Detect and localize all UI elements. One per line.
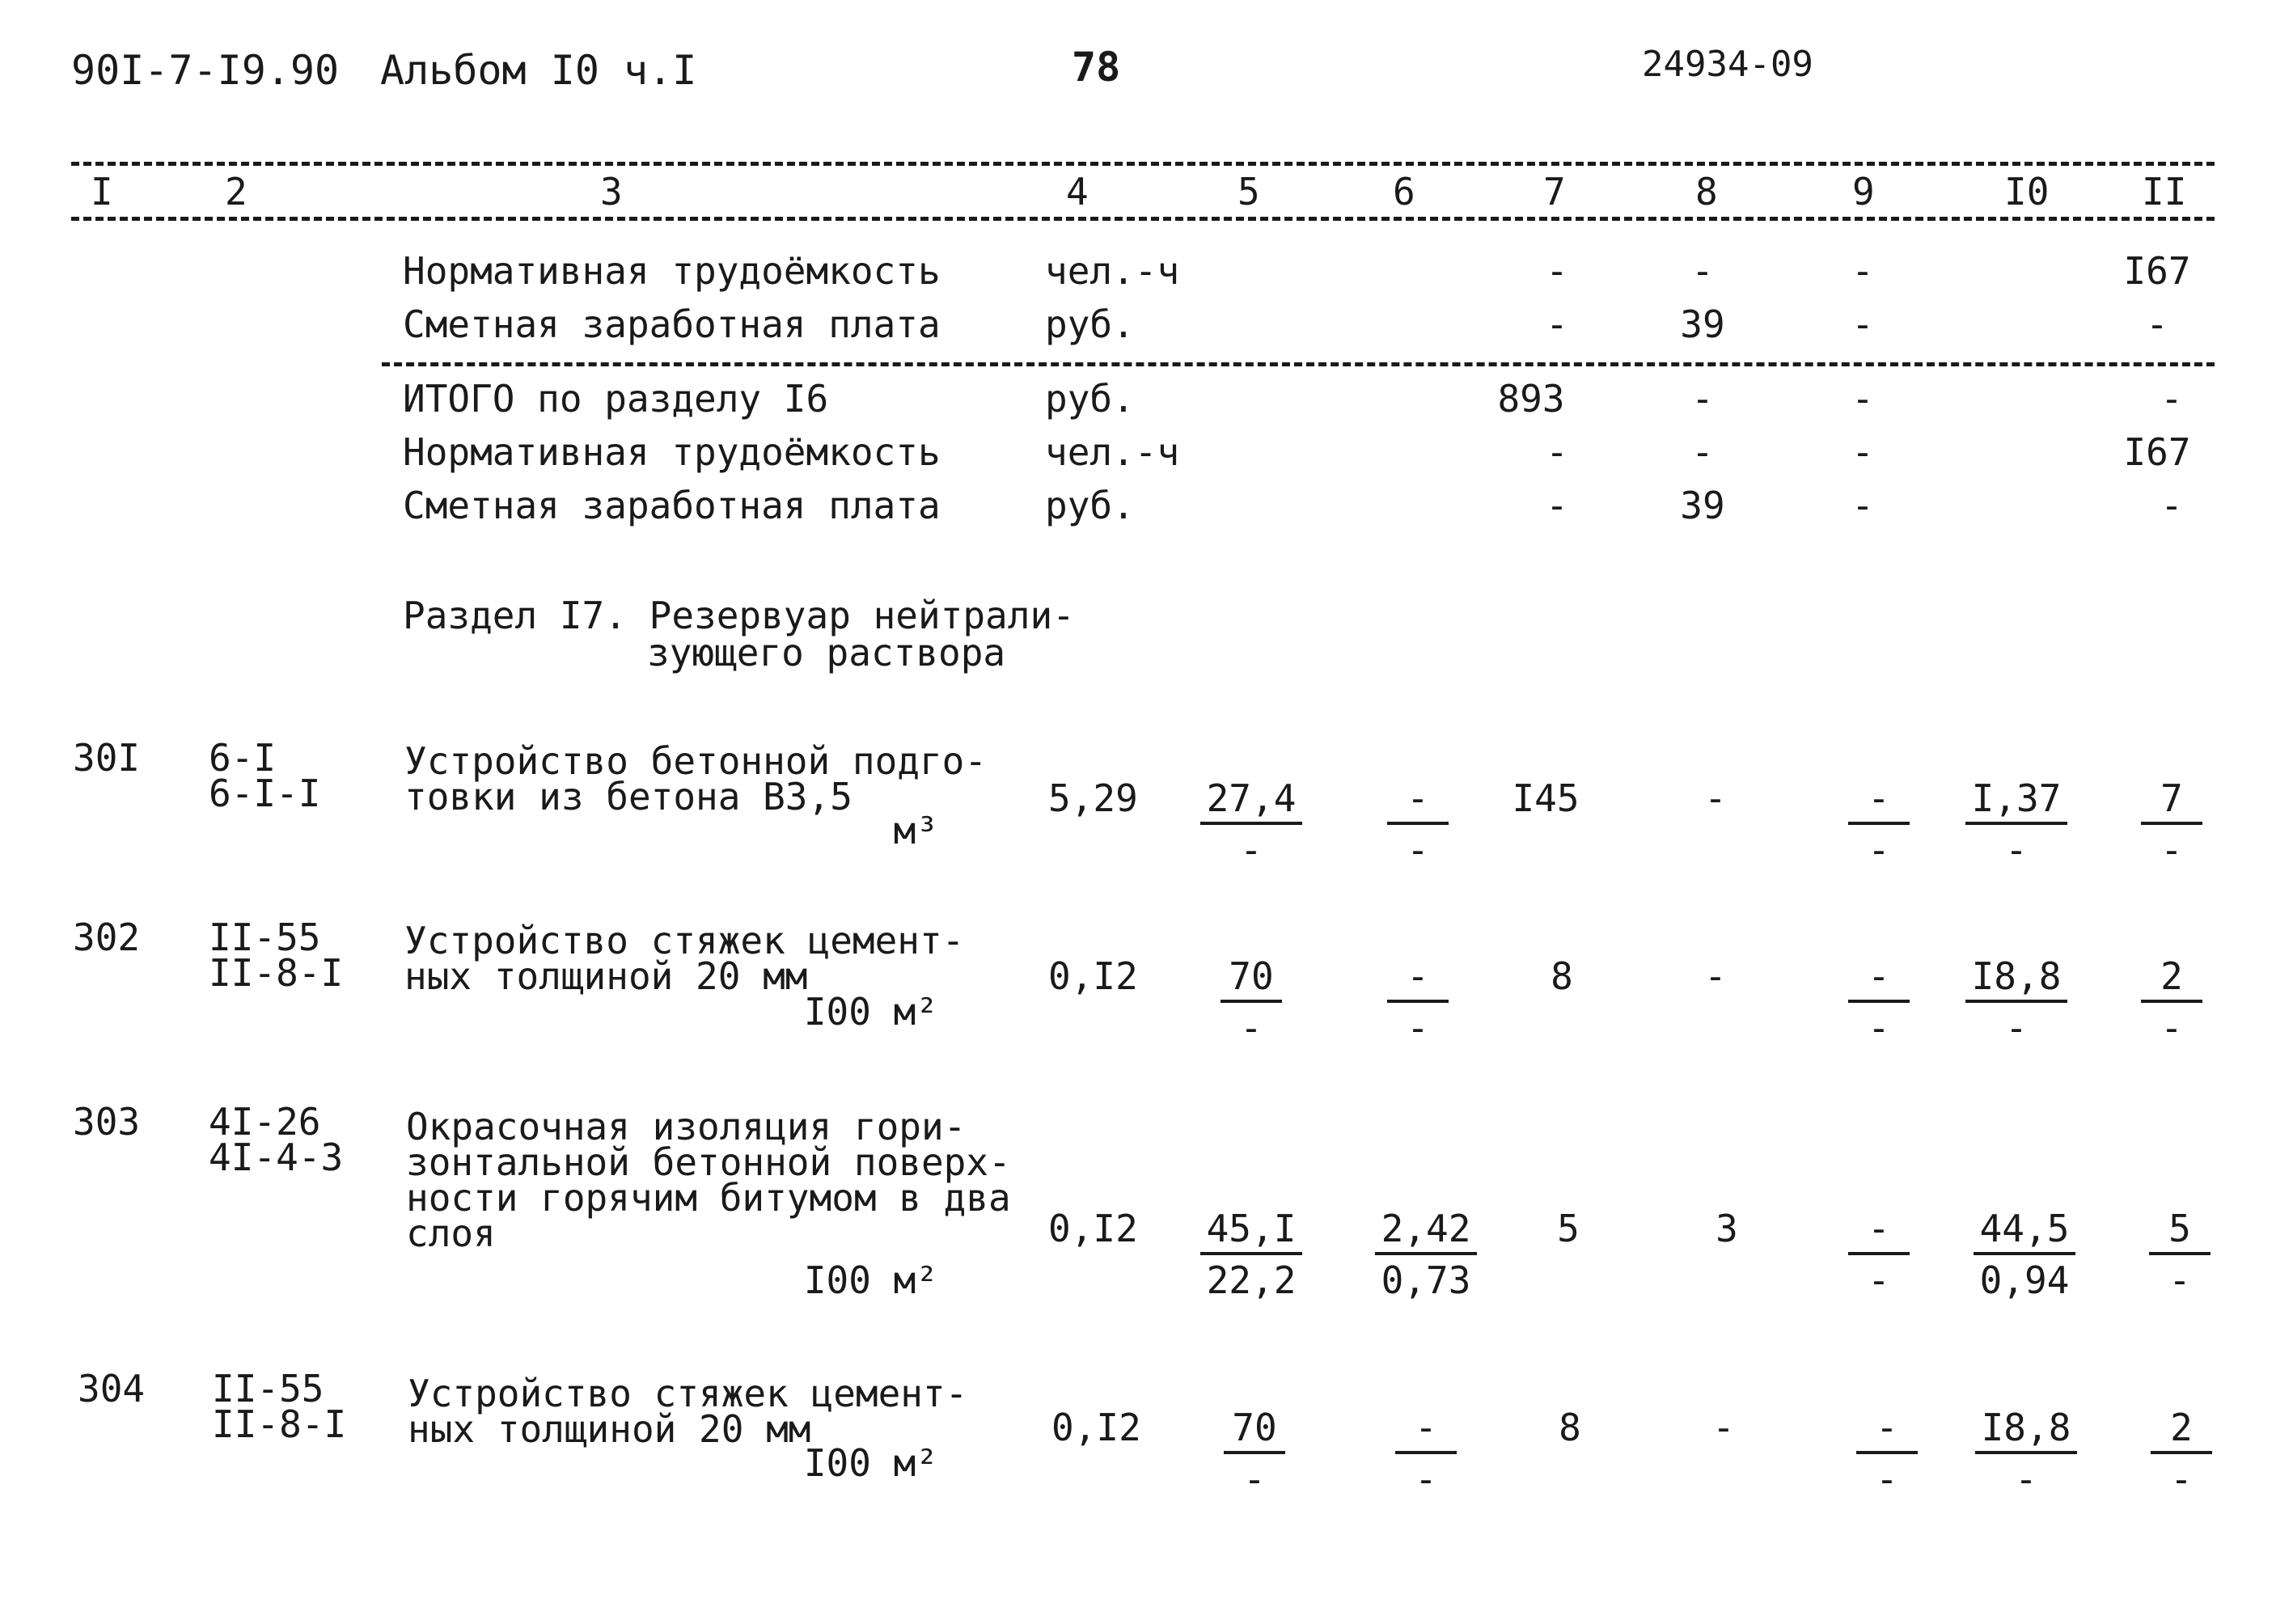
summary-c11: - <box>2160 377 2183 421</box>
c11-top: 2 <box>2151 1409 2212 1454</box>
col-header-6: 6 <box>1393 170 1415 214</box>
row-desc-line: ных толщиной 20 мм <box>404 954 808 998</box>
page-number: 78 <box>1072 44 1121 91</box>
row-c11 <box>2111 1207 2249 1302</box>
row-code2: II-8-I <box>212 1402 347 1446</box>
c6-bottom: - <box>1407 828 1429 872</box>
summary-name: Нормативная трудоёмкость <box>403 430 941 474</box>
row-c9 <box>1810 1207 1948 1302</box>
row-desc-line: зонтальной бетонной поверх- <box>406 1140 1011 1184</box>
c9-bottom: - <box>1868 828 1890 872</box>
c5-bottom: 22,2 <box>1206 1258 1297 1302</box>
row-c10 <box>1948 954 2085 1050</box>
row-number: 302 <box>73 916 141 959</box>
c11-bottom: - <box>2170 1457 2193 1501</box>
c10-top: I8,8 <box>1975 1409 2078 1454</box>
row-desc-line: ности горячим битумом в два <box>406 1176 1011 1220</box>
row-c7: I45 <box>1512 776 1580 820</box>
row-c6 <box>1357 1207 1495 1302</box>
row-qty: 5,29 <box>1048 776 1138 820</box>
summary-c9: - <box>1851 249 1874 293</box>
col-header-5: 5 <box>1237 170 1260 214</box>
col-header-10: I0 <box>2004 170 2050 214</box>
row-number: 30I <box>73 736 141 780</box>
row-c7: 8 <box>1551 954 1573 998</box>
header-top-rule <box>71 162 2215 166</box>
row-desc-line: ных толщиной 20 мм <box>408 1407 811 1451</box>
summary-unit: руб. <box>1045 484 1135 527</box>
row-c10 <box>1956 1207 2093 1302</box>
summary-name: Сметная заработная плата <box>403 302 941 346</box>
c6-top: - <box>1387 958 1449 1003</box>
c5-bottom: - <box>1243 1457 1266 1501</box>
c9-bottom: - <box>1868 1006 1890 1050</box>
row-c8: - <box>1712 1406 1735 1449</box>
summary-c11: - <box>2146 302 2168 346</box>
c5-top: 45,I <box>1200 1210 1303 1255</box>
row-code2: 6-I-I <box>209 772 321 815</box>
c5-bottom: - <box>1240 1006 1263 1050</box>
header-bottom-rule <box>71 217 2215 221</box>
summary-name: Сметная заработная плата <box>403 484 941 527</box>
summary-c8: 39 <box>1680 302 1725 346</box>
c11-bottom: - <box>2160 1006 2183 1050</box>
row-qty: 0,I2 <box>1048 1207 1138 1250</box>
row-desc-line: Устройство стяжек цемент- <box>408 1372 968 1415</box>
summary-c11: I67 <box>2123 249 2191 293</box>
c6-bottom: 0,73 <box>1381 1258 1471 1302</box>
summary-c7: - <box>1546 302 1568 346</box>
row-code1: II-55 <box>212 1367 324 1410</box>
c10-bottom: - <box>2005 828 2028 872</box>
document-code: 90I-7-I9.90 <box>71 47 340 94</box>
row-code1: 6-I <box>209 736 277 780</box>
col-header-11: II <box>2142 170 2187 214</box>
col-header-8: 8 <box>1695 170 1718 214</box>
row-unit: I00 м² <box>803 1441 938 1485</box>
summary-c7: - <box>1546 484 1568 527</box>
summary-c11: - <box>2160 484 2183 527</box>
c5-bottom: - <box>1240 828 1263 872</box>
col-header-7: 7 <box>1543 170 1566 214</box>
row-c5 <box>1186 1406 1323 1501</box>
row-c10 <box>1957 1406 2095 1501</box>
summary-c8: - <box>1691 377 1714 421</box>
row-c7: 8 <box>1559 1406 1581 1449</box>
c10-top: I8,8 <box>1965 958 2068 1003</box>
col-header-2: 2 <box>225 170 247 214</box>
summary-name: Нормативная трудоёмкость <box>403 249 941 293</box>
c10-top: 44,5 <box>1974 1210 2076 1255</box>
c9-top: - <box>1848 780 1910 825</box>
c6-top: - <box>1395 1409 1457 1454</box>
c6-bottom: - <box>1407 1006 1429 1050</box>
row-code1: 4I-26 <box>209 1100 321 1144</box>
summary-c8: - <box>1691 430 1714 474</box>
c9-top: - <box>1856 1409 1918 1454</box>
row-c11 <box>2103 954 2240 1050</box>
c5-top: 70 <box>1224 1409 1285 1454</box>
c6-bottom: - <box>1415 1457 1437 1501</box>
c10-bottom: - <box>2005 1006 2028 1050</box>
summary-c7: - <box>1546 430 1568 474</box>
summary-c8: - <box>1691 249 1714 293</box>
row-desc-line: Окрасочная изоляция гори- <box>406 1105 967 1148</box>
summary-c9: - <box>1851 430 1874 474</box>
section-title-line2: зующего раствора <box>647 631 1006 675</box>
c9-bottom: - <box>1876 1457 1898 1501</box>
c11-top: 2 <box>2141 958 2202 1003</box>
row-desc-line: товки из бетона B3,5 <box>404 775 852 818</box>
row-desc-line: Устройство бетонной подго- <box>404 739 988 783</box>
row-desc-line: слоя <box>406 1212 496 1255</box>
row-c5 <box>1182 1207 1320 1302</box>
summary-c9: - <box>1851 302 1874 346</box>
summary-c9: - <box>1851 484 1874 527</box>
row-c10 <box>1948 776 2085 872</box>
c11-top: 5 <box>2149 1210 2211 1255</box>
summary-unit: чел.-ч <box>1045 249 1180 293</box>
row-unit: м³ <box>893 809 938 852</box>
summary-c9: - <box>1851 377 1874 421</box>
row-unit: I00 м² <box>803 990 938 1034</box>
row-c9 <box>1818 1406 1956 1501</box>
col-header-4: 4 <box>1066 170 1089 214</box>
summary-c7: - <box>1546 249 1568 293</box>
row-c8: - <box>1704 954 1727 998</box>
row-c11 <box>2113 1406 2250 1501</box>
summary-divider <box>382 362 2215 366</box>
c6-top: 2,42 <box>1375 1210 1478 1255</box>
col-header-3: 3 <box>600 170 623 214</box>
row-c8: - <box>1704 776 1727 820</box>
row-qty: 0,I2 <box>1048 954 1138 998</box>
col-header-9: 9 <box>1852 170 1875 214</box>
summary-c7: 893 <box>1497 377 1565 421</box>
section-title-line1: Раздел I7. Резервуар нейтрали- <box>403 594 1075 637</box>
summary-unit: чел.-ч <box>1045 430 1180 474</box>
row-c7: 5 <box>1557 1207 1580 1250</box>
row-number: 304 <box>78 1367 146 1410</box>
row-c9 <box>1810 776 1948 872</box>
row-code2: 4I-4-3 <box>209 1136 344 1179</box>
c10-bottom: - <box>2015 1457 2037 1501</box>
row-c9 <box>1810 954 1948 1050</box>
col-header-1: I <box>91 170 113 214</box>
row-c6 <box>1349 954 1487 1050</box>
c5-top: 70 <box>1221 958 1282 1003</box>
row-qty: 0,I2 <box>1051 1406 1141 1449</box>
c9-top: - <box>1848 1210 1910 1255</box>
inventory-number: 24934-09 <box>1642 44 1813 85</box>
row-desc-line: Устройство стяжек цемент- <box>404 919 965 962</box>
row-code1: II-55 <box>209 916 321 959</box>
row-c6 <box>1349 776 1487 872</box>
c10-bottom: 0,94 <box>1979 1258 2070 1302</box>
c11-bottom: - <box>2160 828 2183 872</box>
summary-unit: руб. <box>1045 377 1135 421</box>
row-c5 <box>1182 954 1320 1050</box>
row-c11 <box>2103 776 2240 872</box>
c11-bottom: - <box>2168 1258 2191 1302</box>
row-c6 <box>1357 1406 1495 1501</box>
c10-top: I,37 <box>1965 780 2068 825</box>
summary-name: ИТОГО по разделу I6 <box>403 377 829 421</box>
summary-c11: I67 <box>2123 430 2191 474</box>
row-c8: 3 <box>1716 1207 1738 1250</box>
c9-bottom: - <box>1868 1258 1890 1302</box>
summary-unit: руб. <box>1045 302 1135 346</box>
c6-top: - <box>1387 780 1449 825</box>
row-c5 <box>1182 776 1320 872</box>
row-unit: I00 м² <box>803 1258 938 1302</box>
row-code2: II-8-I <box>209 951 344 995</box>
row-number: 303 <box>73 1100 141 1144</box>
c9-top: - <box>1848 958 1910 1003</box>
summary-c8: 39 <box>1680 484 1725 527</box>
c11-top: 7 <box>2141 780 2202 825</box>
c5-top: 27,4 <box>1200 780 1303 825</box>
album-label: Альбом I0 ч.I <box>380 47 697 94</box>
